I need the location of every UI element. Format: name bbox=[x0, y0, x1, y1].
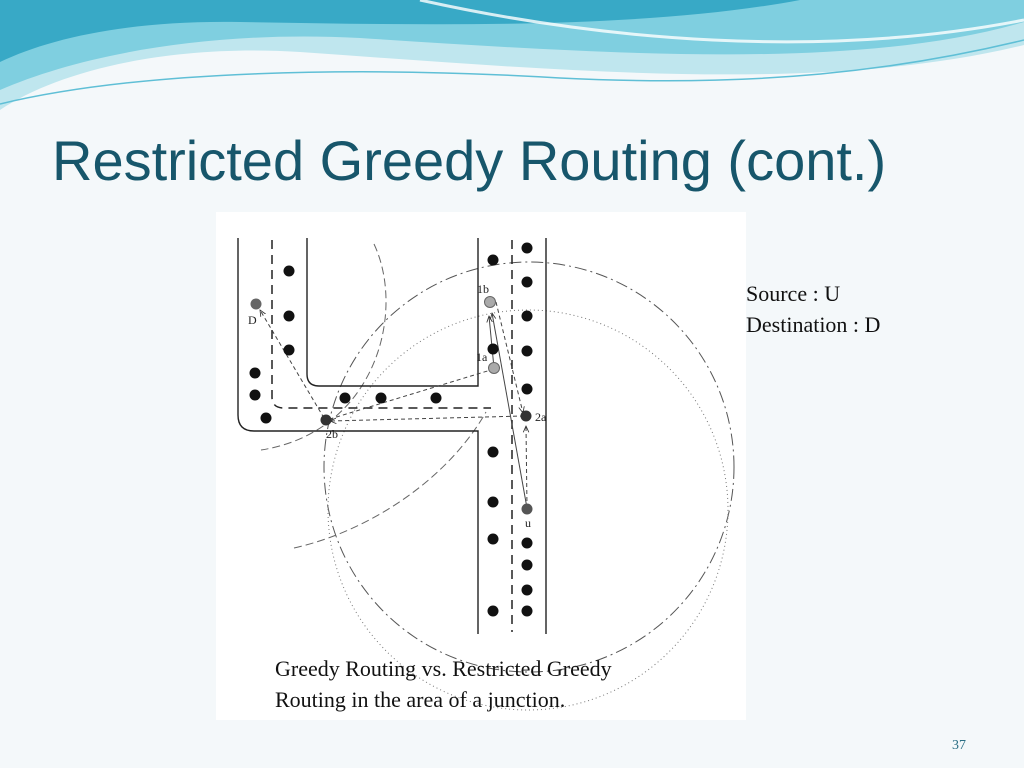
lane-divider bbox=[272, 240, 512, 632]
destination-node bbox=[251, 299, 262, 310]
legend-source: Source : U bbox=[746, 281, 841, 306]
figure-caption bbox=[275, 653, 735, 715]
caption-line-2: Routing in the area of a junction. bbox=[275, 687, 566, 712]
junction-routing-figure bbox=[216, 212, 746, 720]
node-1a-label: 1a bbox=[476, 350, 488, 364]
header-wave-decoration bbox=[0, 0, 1024, 130]
page-number: 37 bbox=[952, 738, 966, 753]
node-1a bbox=[489, 363, 500, 374]
destination-label: D bbox=[248, 313, 257, 327]
node-1b bbox=[485, 297, 496, 308]
node-2a bbox=[521, 411, 532, 422]
node-2b-label: 2b bbox=[326, 427, 338, 441]
node-2a-label: 2a bbox=[535, 410, 547, 424]
node-2b bbox=[321, 415, 332, 426]
legend bbox=[746, 278, 880, 340]
range-arc-lower bbox=[294, 412, 486, 548]
caption-line-1: Greedy Routing vs. Restricted Greedy bbox=[275, 656, 612, 681]
source-node bbox=[522, 504, 533, 515]
routing-paths bbox=[260, 302, 527, 508]
source-label: u bbox=[525, 516, 531, 530]
road-outline bbox=[238, 238, 546, 634]
slide-title: Restricted Greedy Routing (cont.) bbox=[52, 129, 887, 192]
node-1b-label: 1b bbox=[477, 282, 489, 296]
legend-destination: Destination : D bbox=[746, 312, 881, 337]
